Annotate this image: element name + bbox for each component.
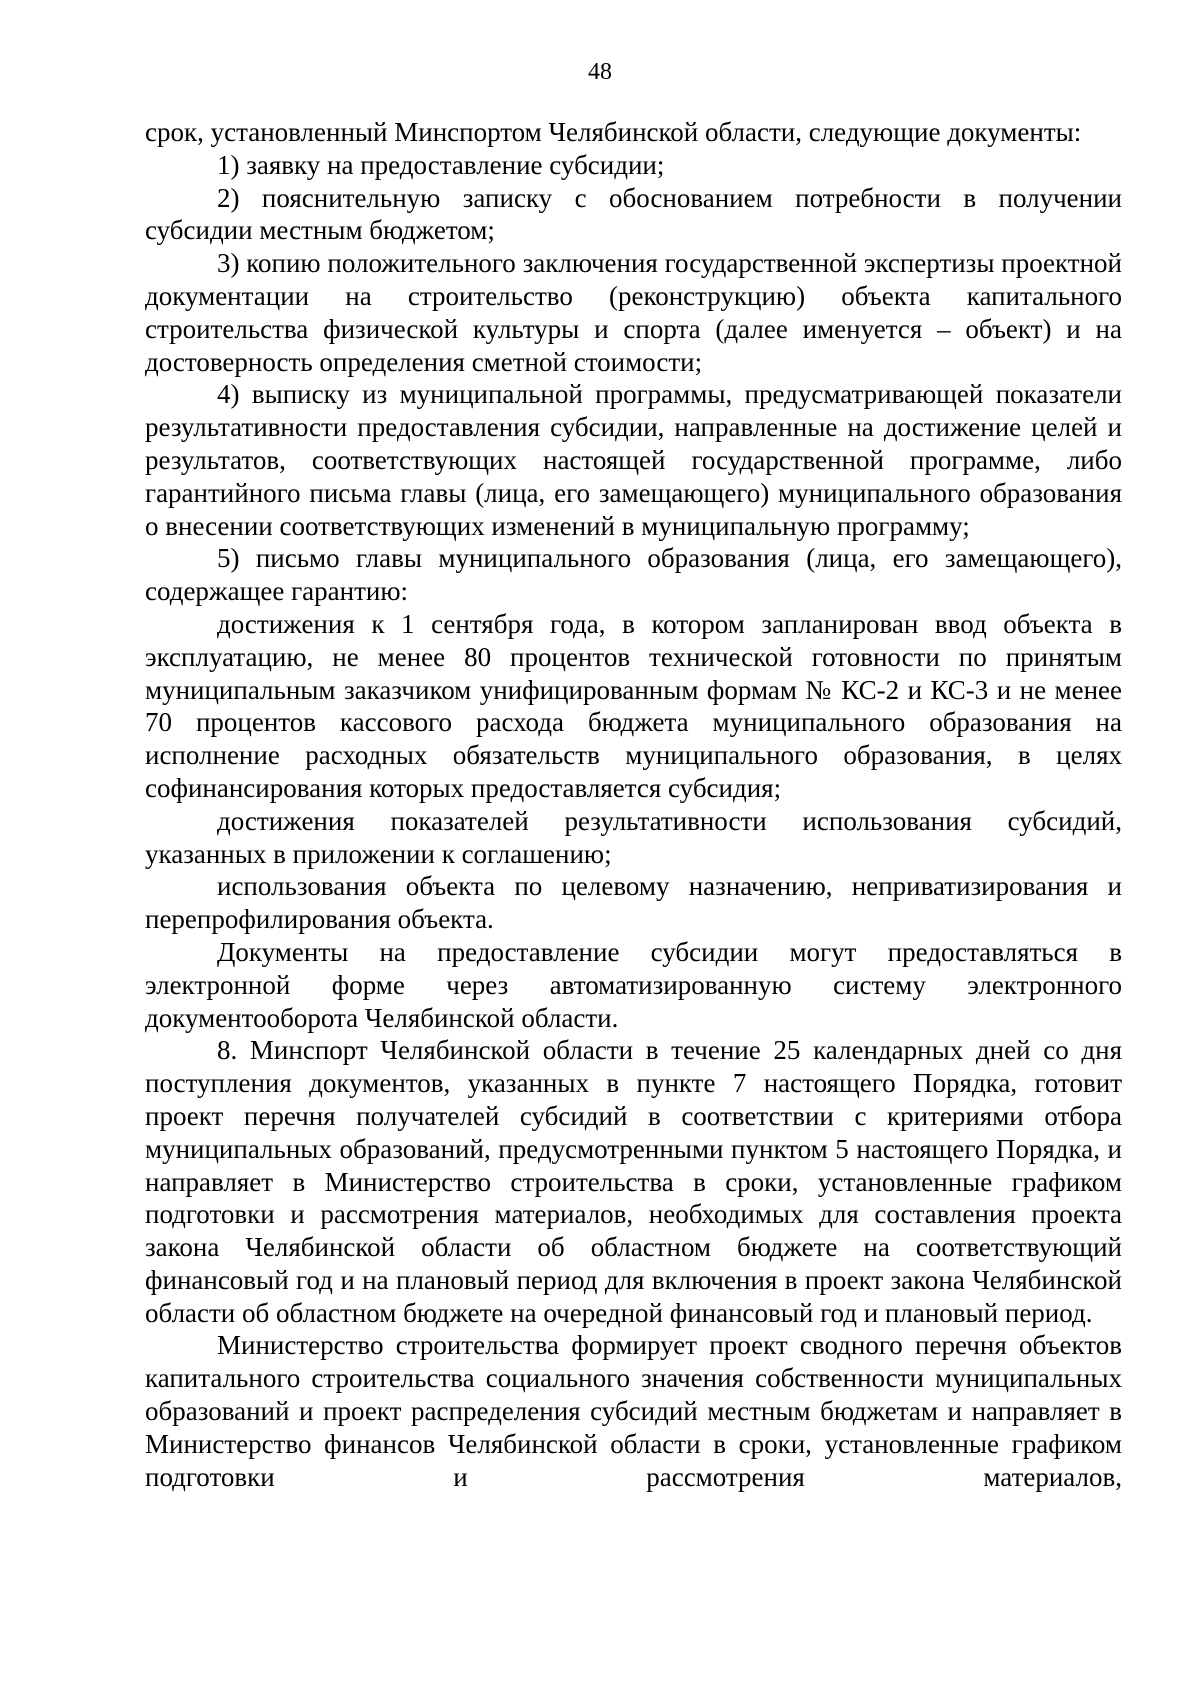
page-number: 48 — [588, 59, 612, 85]
list-item-2: 2) пояснительную записку с обоснованием потребности в получении субсидии местным бюджетом; — [145, 182, 1122, 246]
list-item-3: 3) копию положительного заключения государственной экспертизы проектной документации на строительство (реконструкцию) объекта капитального строительства физической культуры и спорта (далее именуется – объект) и на достоверность определения сметной стоимости; — [145, 248, 1122, 377]
paragraph-section-8: 8. Минспорт Челябинской области в течение 25 календарных дней со дня поступления документов, указанных в пункте 7 настоящего Порядка, готовит проект перечня получателей субсидий в соответствии с критериями отбора муниципальных образований, предусмотренными пунктом 5 настоящего Порядка, и направляет в Министерство строительства в сроки, установленные графиком подготовки и рассмотрения материалов, необходимых для составления проекта закона Челябинской области об областном бюджете на соответствующий финансовый год и на плановый период для включения в проект закона Челябинской области об областном бюджете на очередной финансовый год и плановый период. — [145, 1035, 1122, 1328]
list-item-1: 1) заявку на предоставление субсидии; — [217, 149, 665, 180]
list-item-4: 4) выписку из муниципальной программы, предусматривающей показатели результативности предоставления субсидии, направленные на достижение целей и результатов, соответствующих настоящей государственной программе, либо гарантийного письма главы (лица, его замещающего) муниципального образования о внесении соответствующих изменений в муниципальную программу; — [145, 379, 1122, 541]
paragraph-continuation: срок, установленный Минспортом Челябинской области, следующие документы: — [145, 117, 1082, 147]
list-item-5: 5) письмо главы муниципального образования (лица, его замещающего), содержащее гарантию: — [145, 543, 1122, 607]
guarantee-item-2: достижения показателей результативности использования субсидий, указанных в приложении к соглашению; — [145, 805, 1122, 869]
paragraph-electronic-documents: Документы на предоставление субсидии могут предоставляться в электронной форме через автоматизированную систему электронного документооборота Челябинской области. — [145, 936, 1122, 1033]
guarantee-item-1: достижения к 1 сентября года, в котором запланирован ввод объекта в эксплуатацию, не менее 80 процентов технической готовности по принятым муниципальным заказчиком унифицированным формам № КС-2 и КС-3 и не менее 70 процентов кассового расхода бюджета муниципального образования на исполнение расходных обязательств муниципального образования, в целях софинансирования которых предоставляется субсидия; — [145, 608, 1122, 803]
document-body — [145, 116, 1122, 1493]
paragraph-ministry-construction: Министерство строительства формирует проект сводного перечня объектов капитального строительства социального значения собственности муниципальных образований и проект распределения субсидий местным бюджетам и направляет в Министерство финансов Челябинской области в сроки, установленные графиком подготовки и рассмотрения материалов, — [145, 1330, 1122, 1492]
guarantee-item-3: использования объекта по целевому назначению, неприватизирования и перепрофилирования объекта. — [145, 871, 1122, 935]
